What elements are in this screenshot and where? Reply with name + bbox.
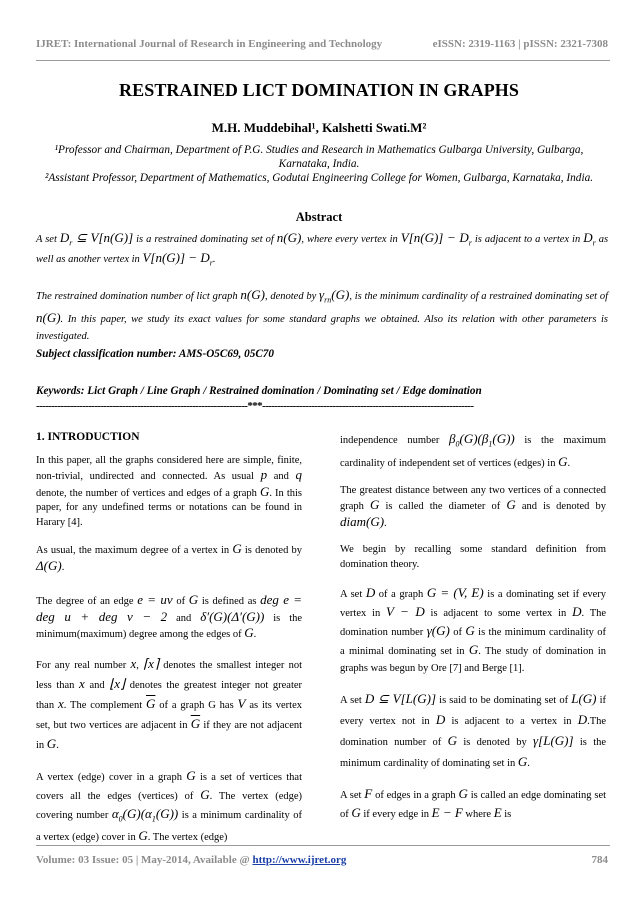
right-paragraph-4: A set D of a graph G = (V, E) is a dominating set if every vertex in V − D is adjacent to some vertex in D. The domination number γ(G) of G is the minimum cardinality of a minimal dominating set in G. The study of domination in graphs was begun by Ore [7] and Berge [1].	[340, 585, 607, 675]
right-paragraph-2: The greatest distance between any two vertices of a connected graph G is called the diameter of G and is denoted by diam(G).	[340, 484, 607, 529]
intro-paragraph-5: A vertex (edge) cover in a graph G is a set of vertices that covers all the edges (vertices) of G. The vertex (edge) covering number $\alpha_0(G)(\alpha_1(G))$ is a minimum cardinality of a vertex (edge) cover in G. The vertex (edge)	[36, 767, 303, 844]
issn: eISSN: 2319-1163 | pISSN: 2321-7308	[432, 38, 608, 50]
section-separator: ---------------------------------------------------------------------***---------------------------------------------------------------------	[36, 400, 474, 412]
journal-website-link[interactable]: http://www.ijret.org	[252, 854, 347, 866]
right-paragraph-3: We begin by recalling some standard definition from domination theory.	[340, 544, 606, 570]
paper-title: RESTRAINED LICT DOMINATION IN GRAPHS	[119, 80, 519, 100]
journal-name: IJRET: International Journal of Research in Engineering and Technology	[36, 38, 383, 50]
right-paragraph-5: A set D ⊆ V[L(G)] is said to be dominating set of L(G) if every vertex not in D is adjacent to a vertex in D.The domination number of G is denoted by γ[L(G)] is the minimum cardinality of dominating set in G.	[340, 691, 607, 770]
footer-rule	[36, 845, 610, 846]
abstract-heading: Abstract	[295, 210, 343, 224]
intro-paragraph-4: For any real number x, ⌈x⌉ denotes the smallest integer not less than x and ⌊x⌋ denotes the greatest integer not greater than x. The complement $\overline{G}$ of a graph G has V as its vertex set, but two vertices are adjacent in $\overline{G}$ if they are not adjacent in G.	[36, 655, 303, 751]
intro-paragraph-2: As usual, the maximum degree of a vertex in G is denoted by Δ(G).	[36, 541, 302, 573]
intro-paragraph-3: The degree of an edge e = uv of G is defined as deg e = deg u + deg v − 2 and δ′(G)(Δ′(G)) is the minimum(maximum) degree among the edges of G.	[36, 592, 303, 640]
authors: M.H. Muddebihal¹, Kalshetti Swati.M²	[211, 120, 427, 135]
keywords: Keywords: Lict Graph / Line Graph / Restrained domination / Dominating set / Edge domination	[36, 385, 482, 397]
right-paragraph-1: independence number $\beta_0(G)(\beta_1(G))$ is the maximum cardinality of independent set of vertices (edges) in G.	[340, 431, 606, 469]
abstract-paragraph-1: A set $D_r$ ⊆ V[n(G)] is a restrained dominating set of n(G), where every vertex in $V[n(G)] - D_r$ is adjacent to a vertex in $D_r$ as well as another vertex in $V[n(G)] - D_r$.	[36, 230, 609, 268]
intro-paragraph-1: In this paper, all the graphs considered here are simple, finite, non-trivial, undirected and connected. As usual p and q denote, the number of vertices and edges of a graph G. In this paper, for any undefined terms or notations can be found in Harary [4].	[36, 454, 303, 528]
right-column	[340, 430, 606, 835]
affiliation-1: ¹Professor and Chairman, Department of P.G. Studies and Research in Mathematics Gulbarga University, Gulbarga, Karnataka, India.	[54, 144, 584, 170]
affiliation-2: ²Assistant Professor, Department of Mathematics, Godutai Engineering College for Women, Gulbarga, Karnataka, India.	[44, 172, 594, 184]
right-paragraph-6: A set F of edges in a graph G is called an edge dominating set of G if every edge in E − F where E is	[340, 786, 607, 821]
page-number: 784	[591, 854, 608, 866]
abstract-paragraph-2: The restrained domination number of lict graph n(G), denoted by $\gamma_{rn}(G)$, is the minimum cardinality of a restrained dominating set of n(G). In this paper, we study its exact values for some standard graphs we obtained. Also its relation with other parameters is investigated.	[36, 287, 608, 342]
subject-classification: Subject classification number: AMS-O5C69, 05C70	[36, 348, 274, 360]
affiliations	[40, 143, 598, 185]
section-heading-introduction: 1. INTRODUCTION	[36, 431, 140, 443]
footer-volume: Volume: 03 Issue: 05 | May-2014, Available @ http://www.ijret.org	[36, 854, 347, 866]
running-header	[36, 38, 608, 50]
running-footer	[36, 854, 608, 866]
header-rule	[36, 60, 610, 61]
left-column	[36, 430, 302, 858]
